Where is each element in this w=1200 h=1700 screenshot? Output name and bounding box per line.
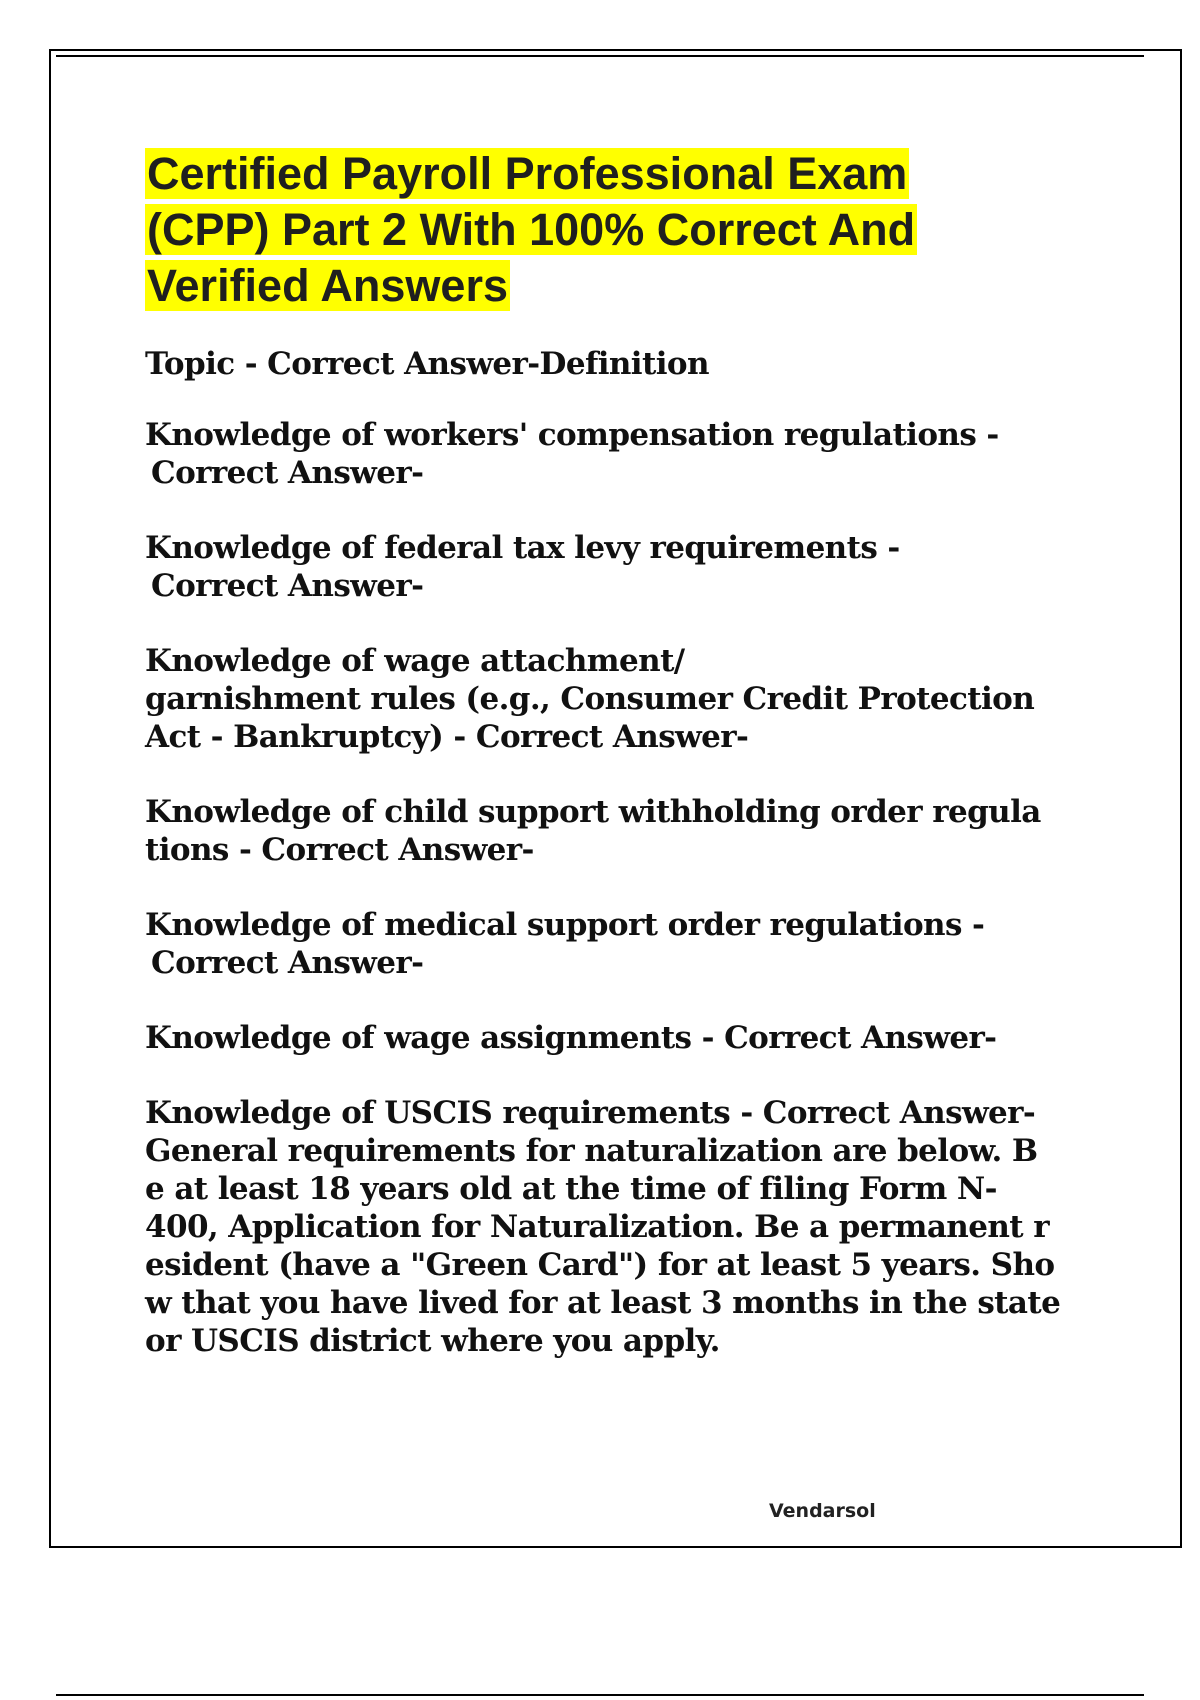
answer-text: Correct Answer- [261, 832, 534, 868]
qa-item [145, 416, 1095, 492]
question-text: Knowledge of USCIS requirements - [145, 1095, 763, 1131]
qa-item [145, 642, 1095, 756]
answer-text: Correct Answer- [151, 568, 424, 604]
qa-list [145, 345, 1095, 1397]
qa-item [145, 1094, 1095, 1360]
answer-text: Correct Answer- General requirements for naturalization are below. B e at least 18 years old at the time of filing Form N- 400, Application for Naturalization. Be a permanent r esident (have a "Green Card") for at least 5 years. Sho w that you have lived for at least 3 months in the state or USCIS district where you apply. [145, 1095, 1061, 1359]
answer-text: Correct Answer-Definition [267, 346, 709, 382]
question-text: Knowledge of wage assignments - [145, 1020, 725, 1056]
document-title [145, 146, 1095, 314]
qa-item [145, 793, 1095, 869]
answer-text: Correct Answer- [151, 945, 424, 981]
question-text: Knowledge of wage attachment/ garnishment rules (e.g., Consumer Credit Protection Act - Bankruptcy) - [145, 643, 1035, 755]
qa-item [145, 1019, 1095, 1057]
answer-text: Correct Answer- [724, 1020, 997, 1056]
question-text: Topic - [145, 346, 268, 382]
question-text: Knowledge of medical support order regulations - [145, 907, 985, 943]
answer-text: Correct Answer- [151, 455, 424, 491]
qa-item [145, 345, 1095, 383]
qa-item [145, 906, 1095, 982]
title-line: (CPP) Part 2 With 100% Correct And [147, 204, 916, 255]
title-line: Certified Payroll Professional Exam [147, 148, 908, 199]
question-text: Knowledge of child support withholding order regula tions - [145, 794, 1041, 868]
footer-brand: Vendarsol [769, 1500, 876, 1522]
question-text: Knowledge of federal tax levy requirements - [145, 530, 900, 566]
top-rule [56, 55, 1144, 57]
bottom-rule [56, 1694, 1144, 1696]
qa-item [145, 529, 1095, 605]
question-text: Knowledge of workers' compensation regulations - [145, 417, 999, 453]
answer-text: Correct Answer- [475, 719, 749, 755]
title-line: Verified Answers [147, 260, 508, 311]
